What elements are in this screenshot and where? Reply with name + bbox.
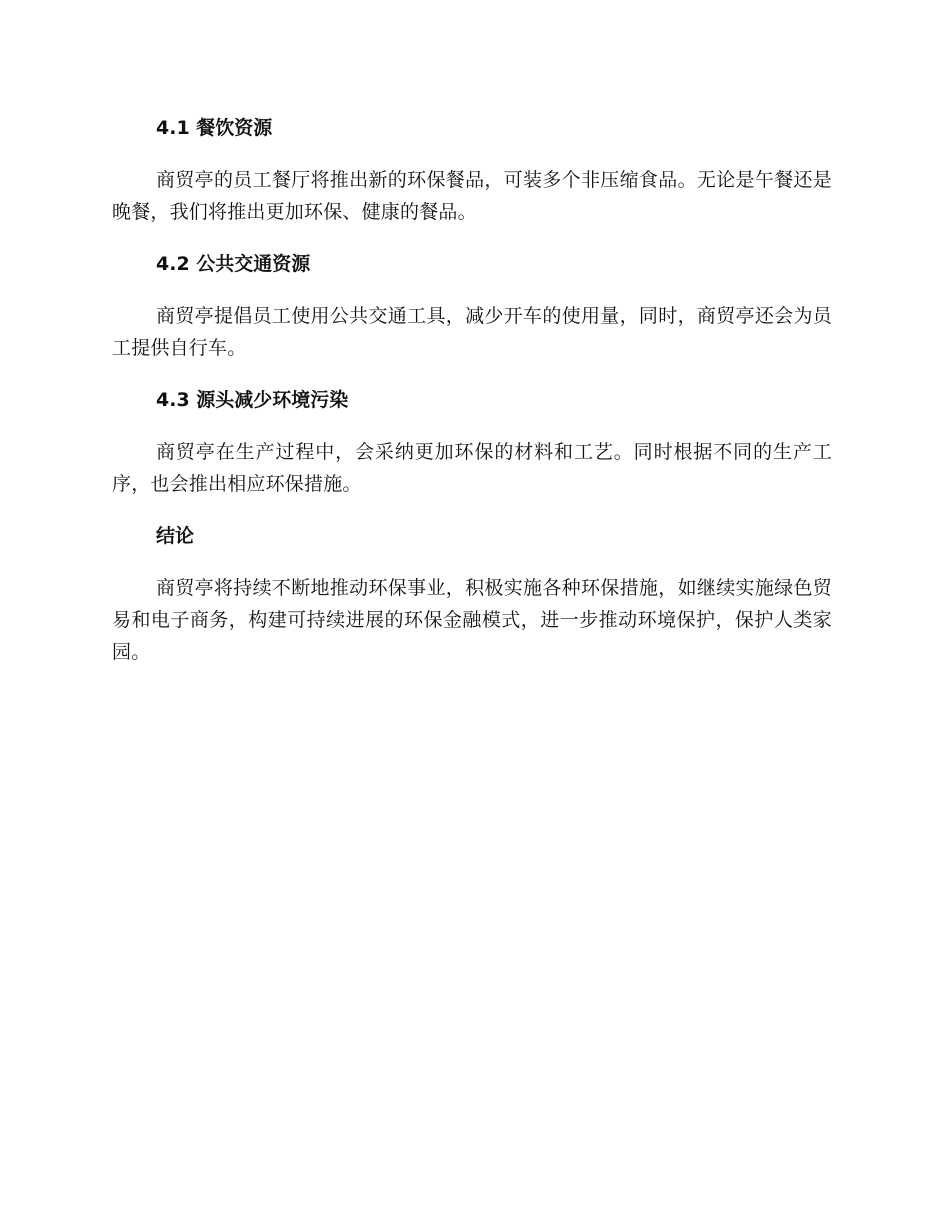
section-transport bbox=[112, 248, 832, 364]
section-paragraph: 商贸亭将持续不断地推动环保事业，积极实施各种环保措施，如继续实施绿色贸易和电子商务，构建可持续进展的环保金融模式，进一步推动环境保护，保护人类家园。 bbox=[112, 577, 832, 663]
section-paragraph: 商贸亭提倡员工使用公共交通工具，减少开车的使用量，同时，商贸亭还会为员工提供自行车。 bbox=[112, 305, 832, 359]
document-page bbox=[112, 112, 832, 688]
section-conclusion bbox=[112, 520, 832, 668]
section-dining bbox=[112, 112, 832, 228]
section-paragraph: 商贸亭在生产过程中，会采纳更加环保的材料和工艺。同时根据不同的生产工序，也会推出相应环保措施。 bbox=[112, 441, 832, 495]
section-heading: 4.3 源头减少环境污染 bbox=[156, 389, 349, 411]
section-heading: 4.2 公共交通资源 bbox=[156, 253, 311, 275]
section-heading: 4.1 餐饮资源 bbox=[156, 117, 273, 139]
section-paragraph: 商贸亭的员工餐厅将推出新的环保餐品，可装多个非压缩食品。无论是午餐还是晚餐，我们将推出更加环保、健康的餐品。 bbox=[112, 169, 832, 223]
section-heading: 结论 bbox=[156, 525, 195, 547]
section-pollution bbox=[112, 384, 832, 500]
